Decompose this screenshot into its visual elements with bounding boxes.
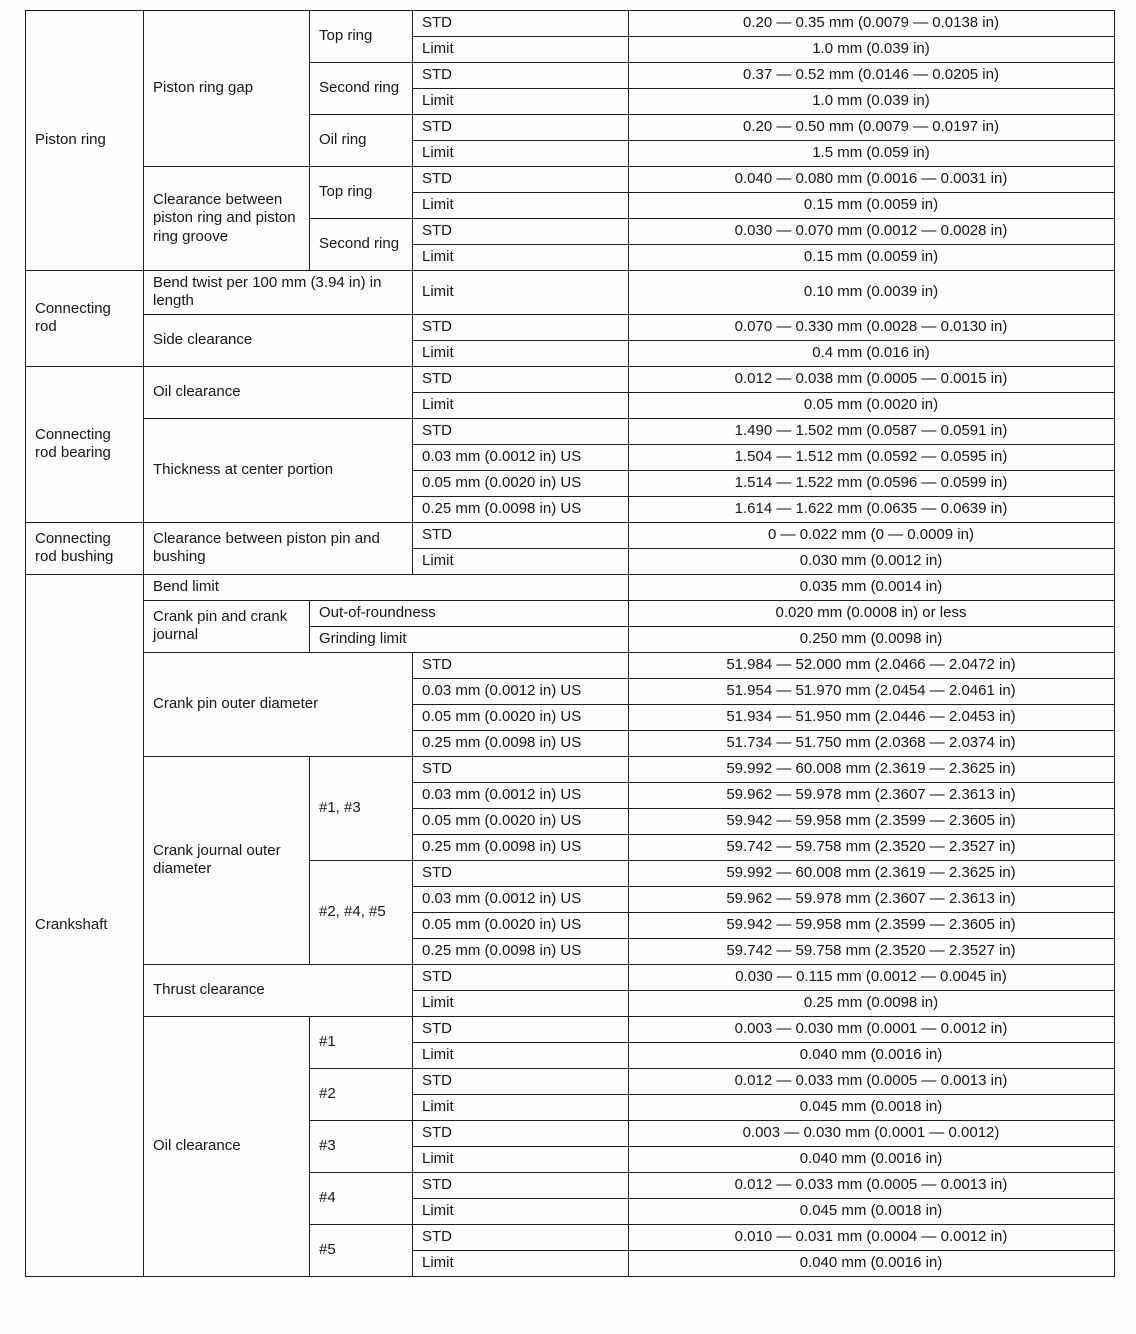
spec-type-cell: 0.05 mm (0.0020 in) US xyxy=(413,470,629,496)
spec-type-cell: Limit xyxy=(413,1042,629,1068)
spec-type-cell: Limit xyxy=(413,141,629,167)
value-cell: 59.942 — 59.958 mm (2.3599 — 2.3605 in) xyxy=(629,912,1115,938)
item-cell: Clearance between piston pin and bushing xyxy=(144,522,413,574)
subitem-cell: #1, #3 xyxy=(310,756,413,860)
value-cell: 0.040 mm (0.0016 in) xyxy=(629,1042,1115,1068)
item-cell: Crank pin and crank journal xyxy=(144,600,310,652)
spec-type-cell: Limit xyxy=(413,1250,629,1276)
value-cell: 0.040 mm (0.0016 in) xyxy=(629,1250,1115,1276)
spec-type-cell: 0.03 mm (0.0012 in) US xyxy=(413,782,629,808)
value-cell: 1.5 mm (0.059 in) xyxy=(629,141,1115,167)
value-cell: 51.954 — 51.970 mm (2.0454 — 2.0461 in) xyxy=(629,678,1115,704)
table-row xyxy=(26,314,1115,340)
value-cell: 0.040 — 0.080 mm (0.0016 — 0.0031 in) xyxy=(629,167,1115,193)
spec-type-cell: 0.25 mm (0.0098 in) US xyxy=(413,730,629,756)
spec-type-cell: 0.25 mm (0.0098 in) US xyxy=(413,834,629,860)
value-cell: 0.020 mm (0.0008 in) or less xyxy=(629,600,1115,626)
value-cell: 0.003 — 0.030 mm (0.0001 — 0.0012) xyxy=(629,1120,1115,1146)
value-cell: 1.490 — 1.502 mm (0.0587 — 0.0591 in) xyxy=(629,418,1115,444)
spec-type-cell: STD xyxy=(413,366,629,392)
value-cell: 0.05 mm (0.0020 in) xyxy=(629,392,1115,418)
spec-type-cell: STD xyxy=(413,1120,629,1146)
component-cell: Piston ring xyxy=(26,11,144,271)
value-cell: 0.030 — 0.070 mm (0.0012 — 0.0028 in) xyxy=(629,219,1115,245)
value-cell: 1.0 mm (0.039 in) xyxy=(629,37,1115,63)
value-cell: 59.942 — 59.958 mm (2.3599 — 2.3605 in) xyxy=(629,808,1115,834)
table-row xyxy=(26,271,1115,315)
spec-type-cell: STD xyxy=(413,1068,629,1094)
table-row xyxy=(26,964,1115,990)
spec-type-cell: STD xyxy=(413,219,629,245)
value-cell: 59.742 — 59.758 mm (2.3520 — 2.3527 in) xyxy=(629,834,1115,860)
spec-type-cell: 0.03 mm (0.0012 in) US xyxy=(413,444,629,470)
spec-type-cell: Limit xyxy=(413,1198,629,1224)
spec-type-cell: STD xyxy=(413,652,629,678)
subitem-cell: Top ring xyxy=(310,11,413,63)
spec-type-cell: STD xyxy=(413,115,629,141)
spec-type-cell: Limit xyxy=(413,245,629,271)
table-row xyxy=(26,11,1115,37)
spec-type-cell: Limit xyxy=(413,1146,629,1172)
spec-type-cell: STD xyxy=(413,63,629,89)
subitem-cell: Grinding limit xyxy=(310,626,629,652)
subitem-cell: #3 xyxy=(310,1120,413,1172)
value-cell: 1.514 — 1.522 mm (0.0596 — 0.0599 in) xyxy=(629,470,1115,496)
subitem-cell: #4 xyxy=(310,1172,413,1224)
value-cell: 0.25 mm (0.0098 in) xyxy=(629,990,1115,1016)
spec-type-cell: Limit xyxy=(413,990,629,1016)
subitem-cell: Second ring xyxy=(310,63,413,115)
subitem-cell: Out-of-roundness xyxy=(310,600,629,626)
value-cell: 1.0 mm (0.039 in) xyxy=(629,89,1115,115)
value-cell: 0.045 mm (0.0018 in) xyxy=(629,1198,1115,1224)
value-cell: 0.15 mm (0.0059 in) xyxy=(629,193,1115,219)
subitem-cell: Top ring xyxy=(310,167,413,219)
value-cell: 0.010 — 0.031 mm (0.0004 — 0.0012 in) xyxy=(629,1224,1115,1250)
item-cell: Crank journal outer diameter xyxy=(144,756,310,964)
spec-type-cell: Limit xyxy=(413,193,629,219)
spec-type-cell: STD xyxy=(413,1224,629,1250)
item-cell: Piston ring gap xyxy=(144,11,310,167)
item-cell: Bend twist per 100 mm (3.94 in) in length xyxy=(144,271,413,315)
table-row xyxy=(26,522,1115,548)
spec-type-cell: Limit xyxy=(413,271,629,315)
spec-type-cell: STD xyxy=(413,1172,629,1198)
spec-type-cell: 0.05 mm (0.0020 in) US xyxy=(413,704,629,730)
value-cell: 59.962 — 59.978 mm (2.3607 — 2.3613 in) xyxy=(629,886,1115,912)
spec-table xyxy=(25,10,1115,1277)
component-cell: Connecting rod bushing xyxy=(26,522,144,574)
value-cell: 51.934 — 51.950 mm (2.0446 — 2.0453 in) xyxy=(629,704,1115,730)
item-cell: Oil clearance xyxy=(144,1016,310,1276)
spec-type-cell: STD xyxy=(413,11,629,37)
spec-type-cell: STD xyxy=(413,522,629,548)
spec-type-cell: STD xyxy=(413,418,629,444)
value-cell: 59.992 — 60.008 mm (2.3619 — 2.3625 in) xyxy=(629,860,1115,886)
value-cell: 1.614 — 1.622 mm (0.0635 — 0.0639 in) xyxy=(629,496,1115,522)
value-cell: 1.504 — 1.512 mm (0.0592 — 0.0595 in) xyxy=(629,444,1115,470)
spec-type-cell: 0.25 mm (0.0098 in) US xyxy=(413,938,629,964)
value-cell: 0.20 — 0.50 mm (0.0079 — 0.0197 in) xyxy=(629,115,1115,141)
spec-type-cell: 0.25 mm (0.0098 in) US xyxy=(413,496,629,522)
subitem-cell: #2, #4, #5 xyxy=(310,860,413,964)
spec-type-cell: 0.05 mm (0.0020 in) US xyxy=(413,808,629,834)
value-cell: 0.250 mm (0.0098 in) xyxy=(629,626,1115,652)
value-cell: 0 — 0.022 mm (0 — 0.0009 in) xyxy=(629,522,1115,548)
item-cell: Side clearance xyxy=(144,314,413,366)
value-cell: 0.003 — 0.030 mm (0.0001 — 0.0012 in) xyxy=(629,1016,1115,1042)
spec-type-cell: STD xyxy=(413,314,629,340)
item-cell: Crank pin outer diameter xyxy=(144,652,413,756)
value-cell: 0.37 — 0.52 mm (0.0146 — 0.0205 in) xyxy=(629,63,1115,89)
value-cell: 0.045 mm (0.0018 in) xyxy=(629,1094,1115,1120)
table-row xyxy=(26,574,1115,600)
subitem-cell: Second ring xyxy=(310,219,413,271)
value-cell: 0.012 — 0.038 mm (0.0005 — 0.0015 in) xyxy=(629,366,1115,392)
value-cell: 0.012 — 0.033 mm (0.0005 — 0.0013 in) xyxy=(629,1172,1115,1198)
table-row xyxy=(26,600,1115,626)
value-cell: 0.10 mm (0.0039 in) xyxy=(629,271,1115,315)
spec-type-cell: Limit xyxy=(413,37,629,63)
item-cell: Thrust clearance xyxy=(144,964,413,1016)
value-cell: 0.070 — 0.330 mm (0.0028 — 0.0130 in) xyxy=(629,314,1115,340)
spec-type-cell: Limit xyxy=(413,392,629,418)
spec-type-cell: STD xyxy=(413,756,629,782)
value-cell: 51.984 — 52.000 mm (2.0466 — 2.0472 in) xyxy=(629,652,1115,678)
value-cell: 0.15 mm (0.0059 in) xyxy=(629,245,1115,271)
value-cell: 0.030 — 0.115 mm (0.0012 — 0.0045 in) xyxy=(629,964,1115,990)
value-cell: 59.962 — 59.978 mm (2.3607 — 2.3613 in) xyxy=(629,782,1115,808)
item-cell: Thickness at center portion xyxy=(144,418,413,522)
subitem-cell: #2 xyxy=(310,1068,413,1120)
spec-type-cell: STD xyxy=(413,964,629,990)
table-row xyxy=(26,167,1115,193)
table-row xyxy=(26,756,1115,782)
value-cell: 51.734 — 51.750 mm (2.0368 — 2.0374 in) xyxy=(629,730,1115,756)
spec-type-cell: 0.03 mm (0.0012 in) US xyxy=(413,678,629,704)
value-cell: 0.040 mm (0.0016 in) xyxy=(629,1146,1115,1172)
spec-type-cell: STD xyxy=(413,167,629,193)
spec-type-cell: STD xyxy=(413,860,629,886)
table-row xyxy=(26,366,1115,392)
value-cell: 0.20 — 0.35 mm (0.0079 — 0.0138 in) xyxy=(629,11,1115,37)
value-cell: 0.030 mm (0.0012 in) xyxy=(629,548,1115,574)
table-row xyxy=(26,418,1115,444)
component-cell: Connecting rod xyxy=(26,271,144,367)
spec-type-cell: STD xyxy=(413,1016,629,1042)
table-row xyxy=(26,1016,1115,1042)
component-cell: Connecting rod bearing xyxy=(26,366,144,522)
spec-type-cell: 0.05 mm (0.0020 in) US xyxy=(413,912,629,938)
subitem-cell: #5 xyxy=(310,1224,413,1276)
item-cell: Clearance between piston ring and piston ring groove xyxy=(144,167,310,271)
value-cell: 0.035 mm (0.0014 in) xyxy=(629,574,1115,600)
subitem-cell: #1 xyxy=(310,1016,413,1068)
item-cell: Bend limit xyxy=(144,574,629,600)
value-cell: 0.4 mm (0.016 in) xyxy=(629,340,1115,366)
spec-table-body xyxy=(26,11,1115,1277)
component-cell: Crankshaft xyxy=(26,574,144,1276)
subitem-cell: Oil ring xyxy=(310,115,413,167)
value-cell: 59.742 — 59.758 mm (2.3520 — 2.3527 in) xyxy=(629,938,1115,964)
spec-type-cell: Limit xyxy=(413,1094,629,1120)
spec-type-cell: Limit xyxy=(413,89,629,115)
item-cell: Oil clearance xyxy=(144,366,413,418)
spec-type-cell: Limit xyxy=(413,548,629,574)
value-cell: 0.012 — 0.033 mm (0.0005 — 0.0013 in) xyxy=(629,1068,1115,1094)
spec-type-cell: 0.03 mm (0.0012 in) US xyxy=(413,886,629,912)
table-row xyxy=(26,652,1115,678)
spec-type-cell: Limit xyxy=(413,340,629,366)
value-cell: 59.992 — 60.008 mm (2.3619 — 2.3625 in) xyxy=(629,756,1115,782)
